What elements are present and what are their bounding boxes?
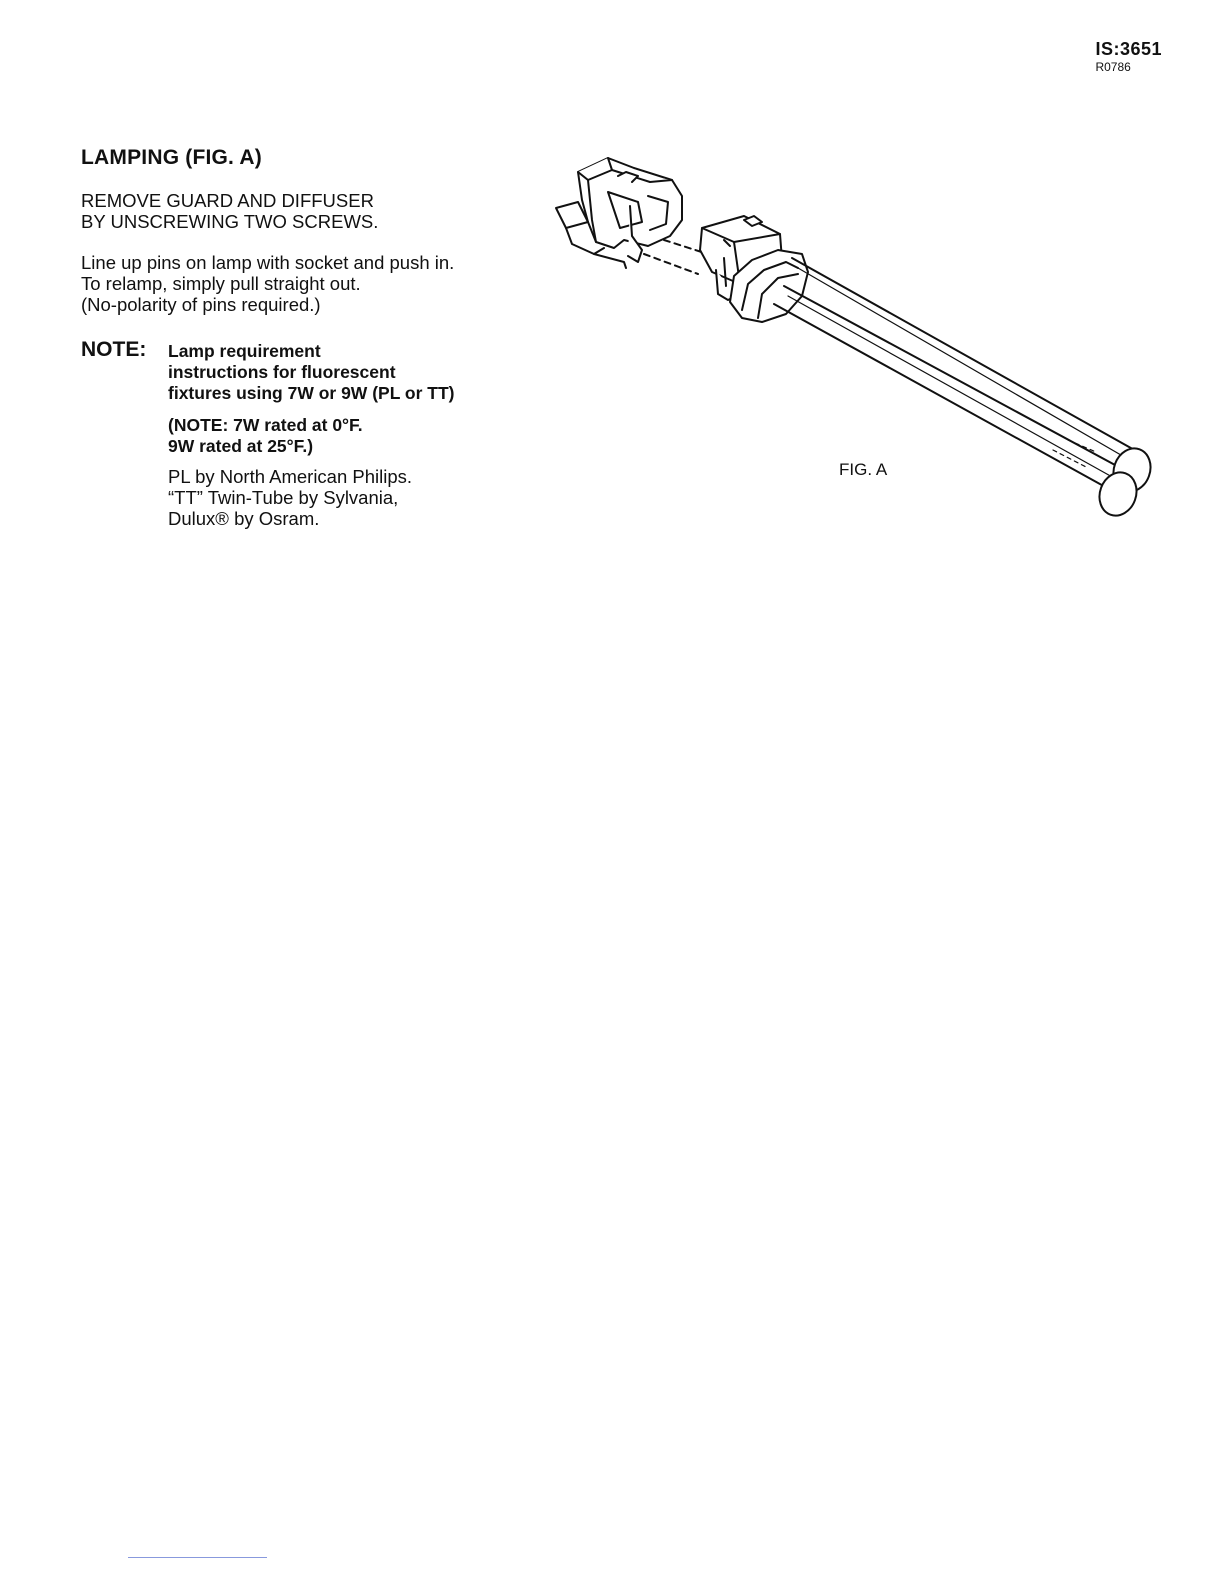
document-id [1095, 40, 1162, 73]
revision-code: R0786 [1095, 60, 1131, 74]
document-code: IS:3651 [1095, 39, 1162, 59]
twin-tubes [774, 258, 1156, 521]
figure-caption: FIG. A [839, 460, 888, 479]
instruction-install-lamp: Line up pins on lamp with socket and push in. To relamp, simply pull straight out. (No-polarity of pins required.) [81, 252, 455, 315]
note-label: NOTE: [81, 338, 147, 361]
instruction-remove-guard: REMOVE GUARD AND DIFFUSER BY UNSCREWING TWO SCREWS. [81, 190, 379, 232]
section-heading: LAMPING (FIG. A) [81, 146, 262, 169]
note-lamp-brands: PL by North American Philips. “TT” Twin-Tube by Sylvania, Dulux® by Osram. [168, 466, 413, 529]
lamp-socket [556, 158, 682, 268]
note-temperature-ratings: (NOTE: 7W rated at 0°F. 9W rated at 25°F.) [168, 415, 363, 456]
footer-rule [128, 1557, 267, 1558]
note-lamp-requirement: Lamp requirement instructions for fluorescent fixtures using 7W or 9W (PL or TT) [168, 341, 455, 403]
